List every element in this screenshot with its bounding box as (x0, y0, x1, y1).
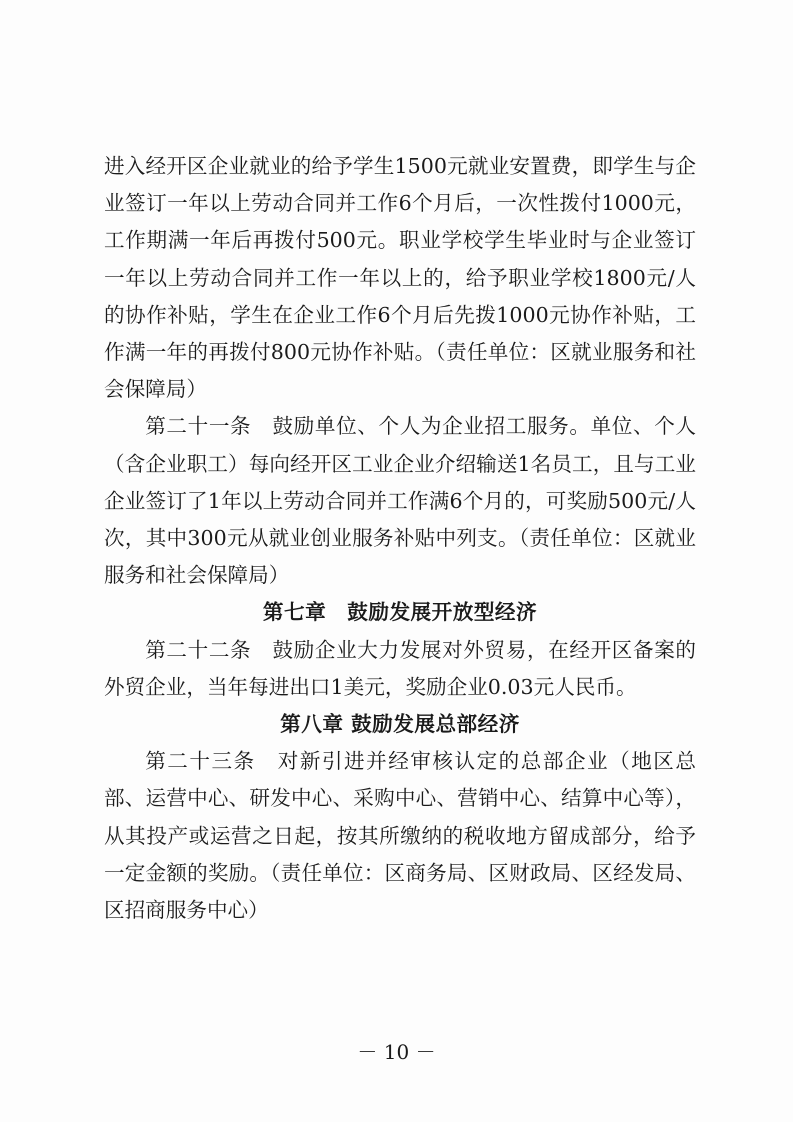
page-number: － 10 － (357, 1040, 436, 1064)
article-23-paragraph: 第二十三条 对新引进并经审核认定的总部企业（地区总部、运营中心、研发中心、采购中心、营销中心、结算中心等），从其投产或运营之日起，按其所缴纳的税收地方留成部分，给予一定金额的奖励。（责任单位：区商务局、区财政局、区经发局、区招商服务中心） (104, 749, 696, 923)
article-21-paragraph: 第二十一条 鼓励单位、个人为企业招工服务。单位、个人（含企业职工）每向经开区工业企业介绍输送1名员工，且与工业企业签订了1年以上劳动合同并工作满6个月的，可奖励500元/人次，其中300元从就业创业服务补贴中列支。（责任单位：区就业服务和社会保障局） (104, 414, 696, 588)
chapter-7-heading: 第七章 鼓励发展开放型经济 (262, 600, 538, 625)
chapter-8-heading: 第八章 鼓励发展总部经济 (280, 712, 520, 737)
article-22-paragraph: 第二十二条 鼓励企业大力发展对外贸易，在经开区备案的外贸企业，当年每进出口1美元，奖励企业0.03元人民币。 (104, 637, 696, 699)
paragraph-continuation: 进入经开区企业就业的给予学生1500元就业安置费，即学生与企业签订一年以上劳动合同并工作6个月后，一次性拨付1000元，工作期满一年后再拨付500元。职业学校学生毕业时与企业签订一年以上劳动合同并工作一年以上的，给予职业学校1800元/人的协作补贴，学生在企业工作6个月后先拨1000元协作补贴，工作满一年的再拨付800元协作补贴。（责任单位：区就业服务和社会保障局） (104, 154, 696, 402)
document-body (104, 148, 696, 929)
